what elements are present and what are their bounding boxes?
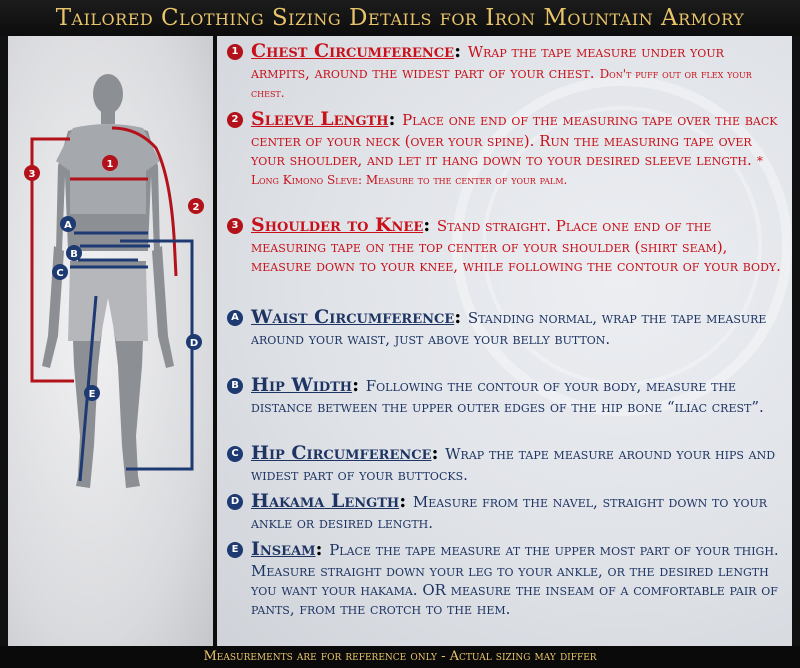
marker-e-label: E (88, 389, 96, 400)
marker-2-label: 2 (192, 202, 200, 213)
marker-3-label: 3 (28, 169, 36, 180)
badge-1: 1 (227, 44, 243, 60)
marker-c-label: C (56, 268, 64, 279)
text-hip-circumference: Wrap the tape measure around your hips and widest part of your buttocks. (251, 445, 776, 484)
heading-hakama: Hakama Length (251, 490, 400, 512)
instruction-waist: A Waist Circumference: Standing normal, wrap the tape measure around your waist, just above your belly button. (227, 306, 787, 348)
instruction-shoulder-knee: 3 Shoulder to Knee: Stand straight. Place one end of the measuring tape on the top center of your shoulder (shirt seam), measure down to your knee, while following the contour of your body. (227, 214, 787, 275)
marker-a-label: A (64, 220, 72, 231)
text-inseam: Place the tape measure at the upper most part of your thigh. Measure straight down your leg to your ankle, or the desired length you want your hakama. OR measure the inseam of a comfortable pair of pants, from the crotch to the hem. (251, 541, 779, 619)
instruction-inseam: E Inseam: Place the tape measure at the upper most part of your thigh. Measure straight down your leg to your ankle, or the desired length you want your hakama. OR measure the inseam of a comfortable pair of pants, from the crotch to the hem. (227, 538, 787, 618)
marker-1-label: 1 (106, 159, 114, 170)
body-figure-panel (8, 36, 213, 646)
note-sleeve: * Long Kimono Sleve: Measure to the center of your palm. (251, 153, 763, 188)
instructions-panel (217, 36, 792, 646)
footer-disclaimer: Measurements are for reference only - Actual sizing may differ (0, 646, 800, 668)
badge-e: E (227, 542, 243, 558)
heading-chest: Chest Circumference (251, 40, 455, 62)
text-waist: Standing normal, wrap the tape measure around your waist, just above your belly button. (251, 309, 767, 348)
shorts-shape (68, 266, 148, 341)
instruction-chest: 1 Chest Circumference: Wrap the tape measure under your armpits, around the widest part of your chest. Don't puff out or flex your chest. (227, 40, 787, 101)
text-hakama: Measure from the navel, straight down to your ankle or desired length. (251, 493, 768, 532)
instruction-sleeve: 2 Sleeve Length: Place one end of the measuring tape over the back center of your neck (over your spine). Run the measuring tape over your shoulder, and let it hang down to your desired sleeve length. * Long Kimono Sleve: Measure to the center of your palm. (227, 108, 787, 188)
text-shoulder-knee: Stand straight. Place one end of the measuring tape on the top center of your shoulder (shirt seam), measure down to your knee, while following the contour of your body. (251, 217, 781, 275)
badge-b: B (227, 378, 243, 394)
heading-shoulder-knee: Shoulder to Knee (251, 214, 424, 236)
note-chest: Don't puff out or flex your chest. (251, 66, 752, 100)
heading-sleeve: Sleeve Length (251, 108, 389, 130)
page-title: Tailored Clothing Sizing Details for Iron Mountain Armory (0, 0, 800, 36)
instruction-hakama: D Hakama Length: Measure from the navel, straight down to your ankle or desired length. (227, 490, 787, 532)
text-hip-width: Following the contour of your body, measure the distance between the upper outer edges of the hip bone “iliac crest”. (251, 377, 764, 416)
text-sleeve: Place one end of the measuring tape over the back center of your neck (over your spine). Run the measuring tape over your shoulder, and let it hang down to your desired sleeve length. (251, 111, 778, 169)
marker-b-label: B (70, 249, 78, 260)
heading-hip-circumference: Hip Circumference (251, 442, 432, 464)
body-measurement-diagram (8, 36, 213, 646)
badge-c: C (227, 446, 243, 462)
badge-d: D (227, 494, 243, 510)
text-chest: Wrap the tape measure under your armpits, around the widest part of your chest. (251, 43, 724, 82)
heading-inseam: Inseam (251, 538, 316, 560)
badge-a: A (227, 310, 243, 326)
heading-waist: Waist Circumference (251, 306, 455, 328)
badge-3: 3 (227, 218, 243, 234)
marker-d-label: D (189, 338, 199, 349)
badge-2: 2 (227, 112, 243, 128)
instruction-hip-circumference: C Hip Circumference: Wrap the tape measure around your hips and widest part of your buttocks. (227, 442, 787, 484)
heading-hip-width: Hip Width (251, 374, 353, 396)
instruction-hip-width: B Hip Width: Following the contour of your body, measure the distance between the upper outer edges of the hip bone “iliac crest”. (227, 374, 787, 416)
